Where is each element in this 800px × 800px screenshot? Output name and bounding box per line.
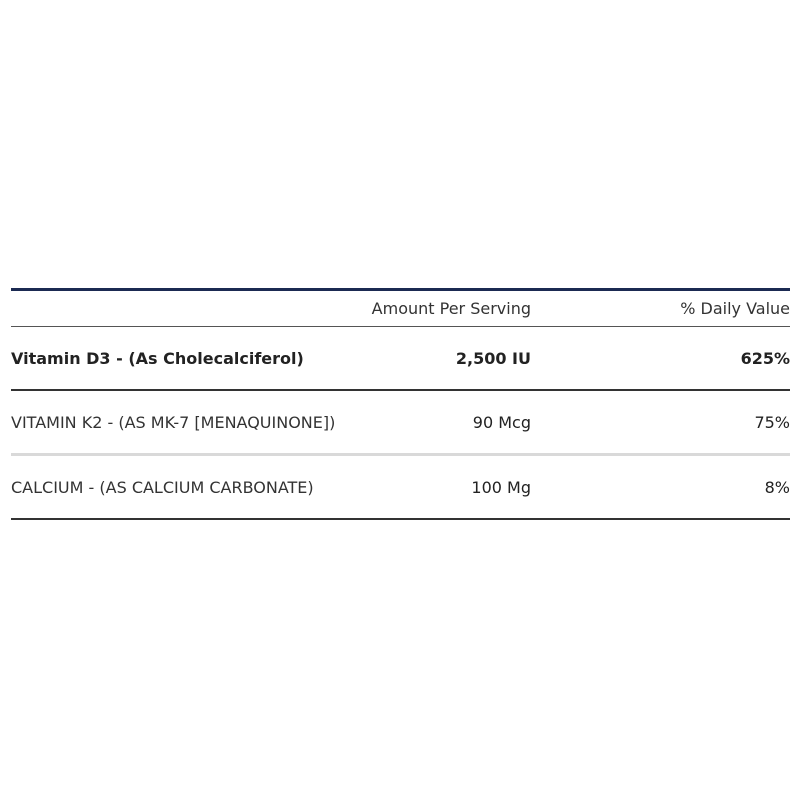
nutrient-name: VITAMIN K2 - (AS MK-7 [MENAQUINONE]) bbox=[11, 412, 336, 432]
header-amount: Amount Per Serving bbox=[371, 299, 531, 318]
header-daily-value: % Daily Value bbox=[680, 299, 790, 318]
nutrient-name: Vitamin D3 - (As Cholecalciferol) bbox=[11, 348, 304, 368]
table-row bbox=[11, 390, 790, 455]
table-row bbox=[11, 455, 790, 520]
nutrient-daily-value: 75% bbox=[754, 412, 790, 432]
nutrient-daily-value: 625% bbox=[740, 348, 790, 368]
table-header-row bbox=[11, 291, 790, 327]
supplement-facts-panel bbox=[11, 288, 790, 520]
nutrient-amount: 90 Mcg bbox=[472, 412, 531, 432]
nutrient-amount: 100 Mg bbox=[471, 477, 531, 497]
nutrient-name: CALCIUM - (AS CALCIUM CARBONATE) bbox=[11, 477, 314, 497]
nutrient-amount: 2,500 IU bbox=[455, 348, 531, 368]
nutrient-daily-value: 8% bbox=[764, 477, 790, 497]
nutrient-table bbox=[11, 291, 790, 520]
table-row bbox=[11, 327, 790, 391]
header-name bbox=[11, 291, 341, 327]
